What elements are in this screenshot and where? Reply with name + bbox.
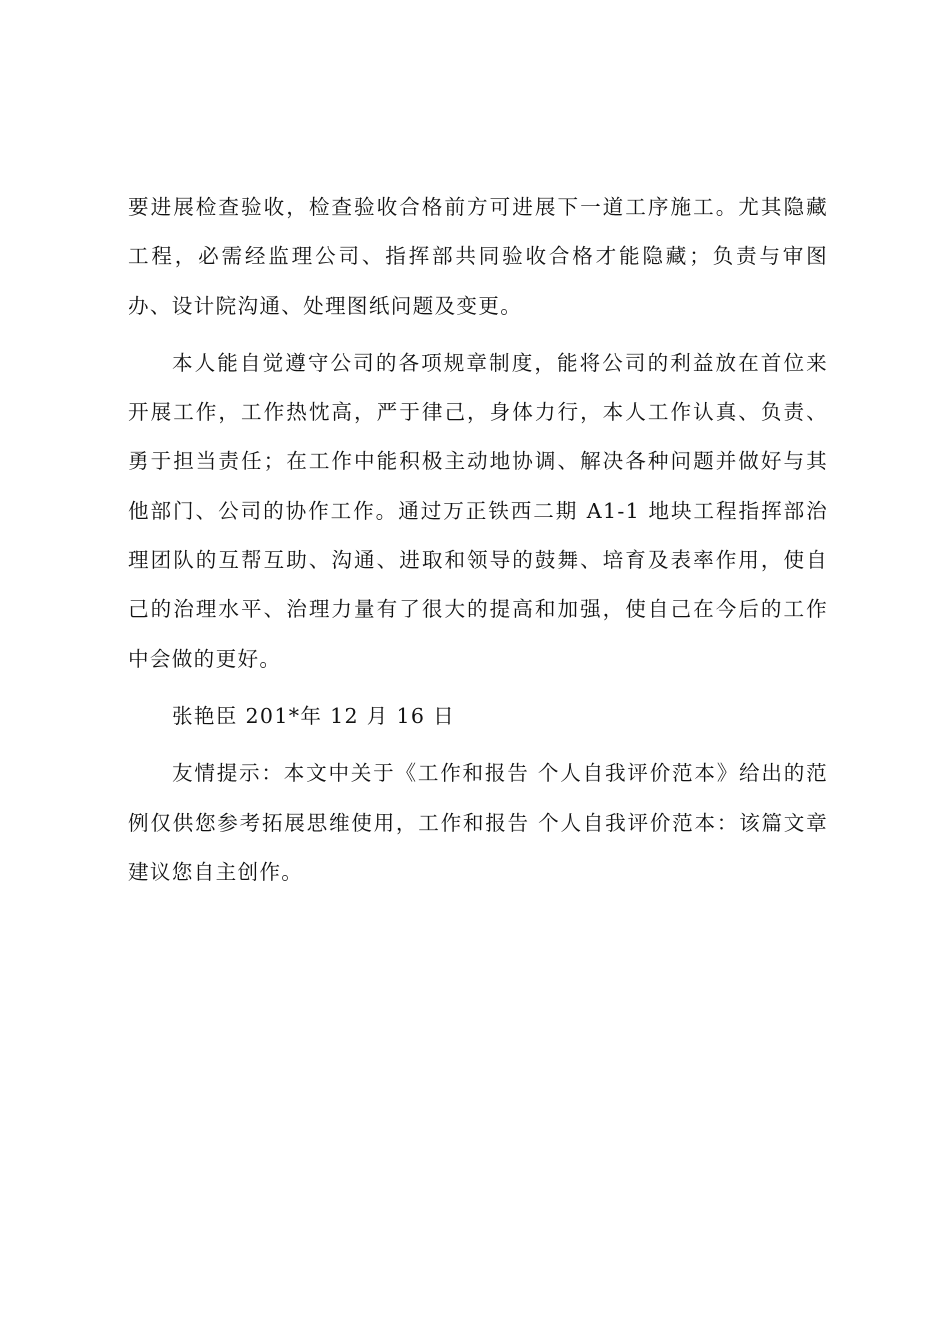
document-body xyxy=(128,183,828,897)
friendly-tip: 友情提示：本文中关于《工作和报告 个人自我评价范本》给出的范例仅供您参考拓展思维使用，工作和报告 个人自我评价范本：该篇文章建议您自主创作。 xyxy=(128,761,828,884)
paragraph-self-evaluation: 本人能自觉遵守公司的各项规章制度，能将公司的利益放在首位来开展工作，工作热忱高，严于律己，身体力行，本人工作认真、负责、勇于担当责任；在工作中能积极主动地协调、解决各种问题并做好与其他部门、公司的协作工作。通过万正铁西二期 A1-1 地块工程指挥部治理团队的互帮互助、沟通、进取和领导的鼓舞、培育及表率作用，使自己的治理水平、治理力量有了很大的提高和加强，使自己在今后的工作中会做的更好。 xyxy=(128,350,828,671)
paragraph-continuation: 要进展检查验收，检查验收合格前方可进展下一道工序施工。尤其隐藏工程，必需经监理公司、指挥部共同验收合格才能隐藏；负责与审图办、设计院沟通、处理图纸问题及变更。 xyxy=(128,195,828,318)
signature-date: 张艳臣 201*年 12 月 16 日 xyxy=(172,703,456,728)
